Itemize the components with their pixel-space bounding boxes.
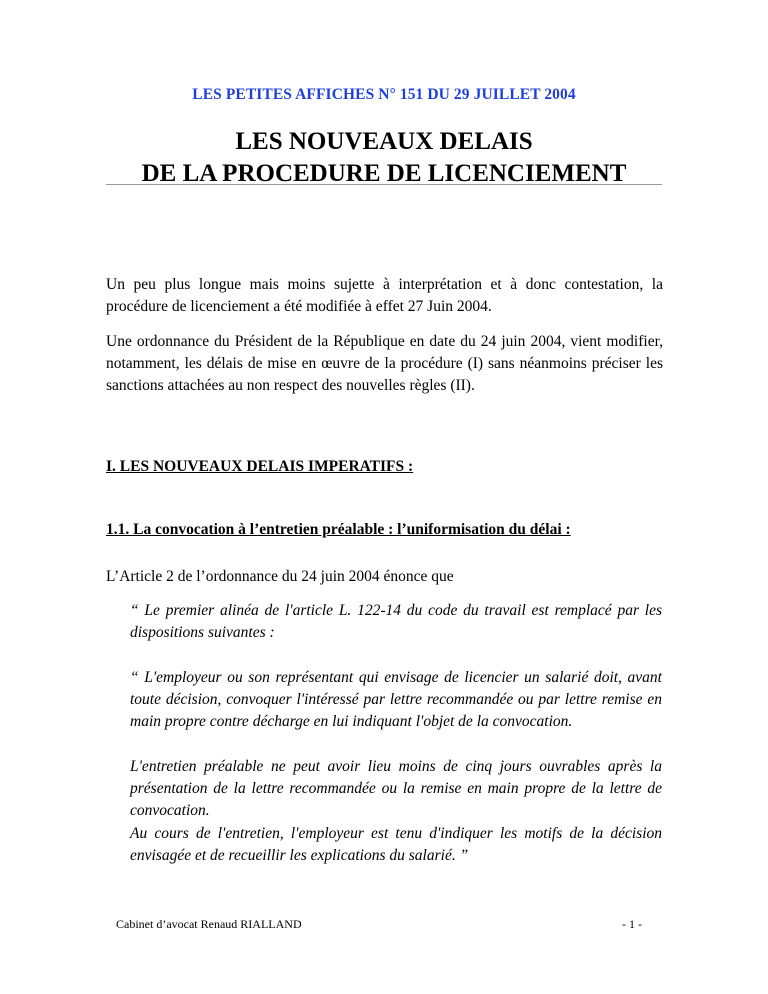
subsection-heading-1-1: 1.1. La convocation à l’entretien préalable : l’uniformisation du délai :: [106, 521, 571, 538]
journal-reference: LES PETITES AFFICHES N° 151 DU 29 JUILLET 2004: [192, 86, 576, 103]
quote-paragraph-1: “ Le premier alinéa de l'article L. 122-14 du code du travail est remplacé par les dispositions suivantes :: [130, 602, 662, 641]
title-line-2: DE LA PROCEDURE DE LICENCIEMENT: [141, 160, 627, 187]
quote-paragraph-3: L'entretien préalable ne peut avoir lieu moins de cinq jours ouvrables après la présentation de la lettre recommandée ou la remise en main propre de la lettre de convocation.: [130, 758, 662, 819]
quote-paragraph-2: “ L'employeur ou son représentant qui envisage de licencier un salarié doit, avant toute décision, convoquer l'intéressé par lettre recommandée ou par lettre remise en main propre contre décharge en lui indiquant l'objet de la convocation.: [130, 669, 662, 730]
article-intro-paragraph: L’Article 2 de l’ordonnance du 24 juin 2004 énonce que: [106, 568, 454, 585]
quote-paragraph-4: Au cours de l'entretien, l'employeur est tenu d'indiquer les motifs de la décision envisagée et de recueillir les explications du salarié. ”: [130, 825, 662, 864]
title-line-1: LES NOUVEAUX DELAIS: [235, 128, 533, 155]
ordinance-paragraph: Une ordonnance du Président de la République en date du 24 juin 2004, vient modifier, notamment, les délais de mise en œuvre de la procédure (I) sans néanmoins préciser les sanctions attachées au non respect des nouvelles règles (II).: [106, 333, 663, 394]
document-title: [0, 126, 768, 190]
section-heading-1: I. LES NOUVEAUX DELAIS IMPERATIFS :: [106, 458, 414, 475]
intro-paragraph: Un peu plus longue mais moins sujette à interprétation et à donc contestation, la procédure de licenciement a été modifiée à effet 27 Juin 2004.: [106, 276, 663, 315]
title-divider: [106, 184, 662, 185]
footer-page-number: - 1 -: [622, 917, 642, 931]
footer-author: Cabinet d’avocat Renaud RIALLAND: [116, 917, 302, 931]
